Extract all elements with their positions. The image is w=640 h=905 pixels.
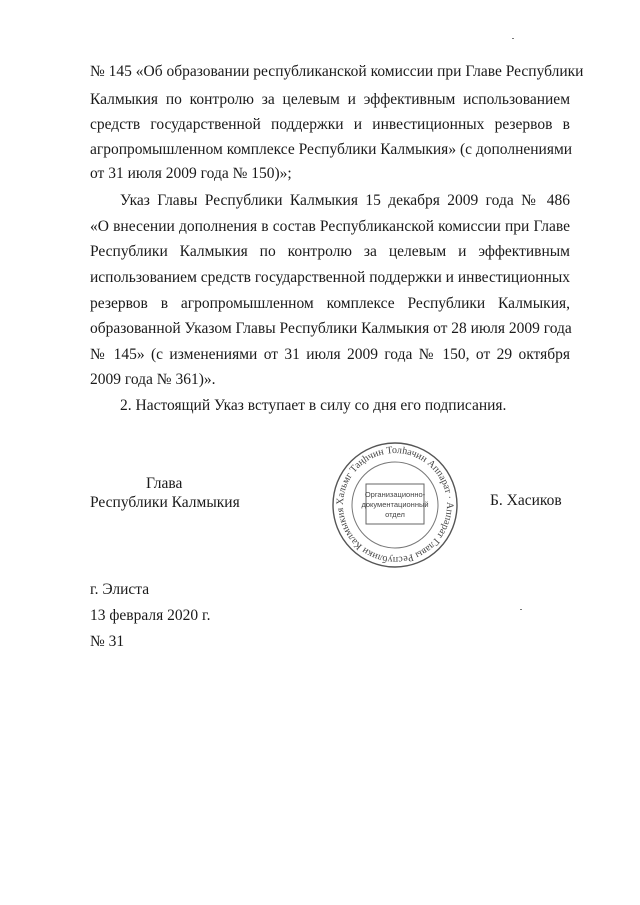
body-line: средств государственной поддержки и инвестиционных резервов в — [90, 116, 570, 133]
issue-city: г. Элиста — [90, 581, 150, 598]
body-line: 2009 года № 361)». — [90, 371, 216, 388]
body-line: образованной Указом Главы Республики Калмыкия от 28 июля 2009 года — [90, 320, 572, 337]
signature-title-line2: Республики Калмыкия — [90, 494, 240, 511]
body-line: использованием средств государственной поддержки и инвестиционных — [90, 269, 570, 286]
body-line: № 145 «Об образовании республиканской комиссии при Главе Республики — [90, 63, 584, 80]
body-line: Калмыкия по контролю за целевым и эффективным использованием — [90, 91, 570, 108]
body-line: Указ Главы Республики Калмыкия 15 декабря 2009 года № 486 — [120, 192, 570, 209]
issue-date: 13 февраля 2020 г. — [90, 607, 211, 624]
body-line: «О внесении дополнения в состав Республиканской комиссии при Главе — [90, 218, 570, 235]
stamp-ring-text: Хальмг Таңһчин Толһачин Аппарат · Аппарат Главы Республики Калмыкия — [334, 444, 456, 566]
signatory-name: Б. Хасиков — [490, 492, 562, 509]
stamp-center-line1: Организационно- — [364, 490, 426, 499]
decree-number: № 31 — [90, 633, 125, 650]
body-line: от 31 июля 2009 года № 150)»; — [90, 165, 292, 182]
official-stamp — [330, 440, 460, 570]
scan-speck — [512, 38, 514, 39]
signature-title-line1: Глава — [146, 475, 183, 492]
body-line: агропромышленном комплексе Республики Калмыкия» (с дополнениями — [90, 141, 573, 158]
scan-speck — [520, 609, 522, 610]
stamp-center-line3: отдел — [385, 510, 405, 519]
stamp-center-line2: документационный — [361, 500, 429, 509]
body-line: 2. Настоящий Указ вступает в силу со дня его подписания. — [120, 397, 507, 414]
body-line: № 145» (с изменениями от 31 июля 2009 года № 150, от 29 октября — [90, 346, 570, 363]
body-line: Республики Калмыкия по контролю за целевым и эффективным — [90, 243, 570, 260]
body-line: резервов в агропромышленном комплексе Республики Калмыкия, — [90, 295, 570, 312]
